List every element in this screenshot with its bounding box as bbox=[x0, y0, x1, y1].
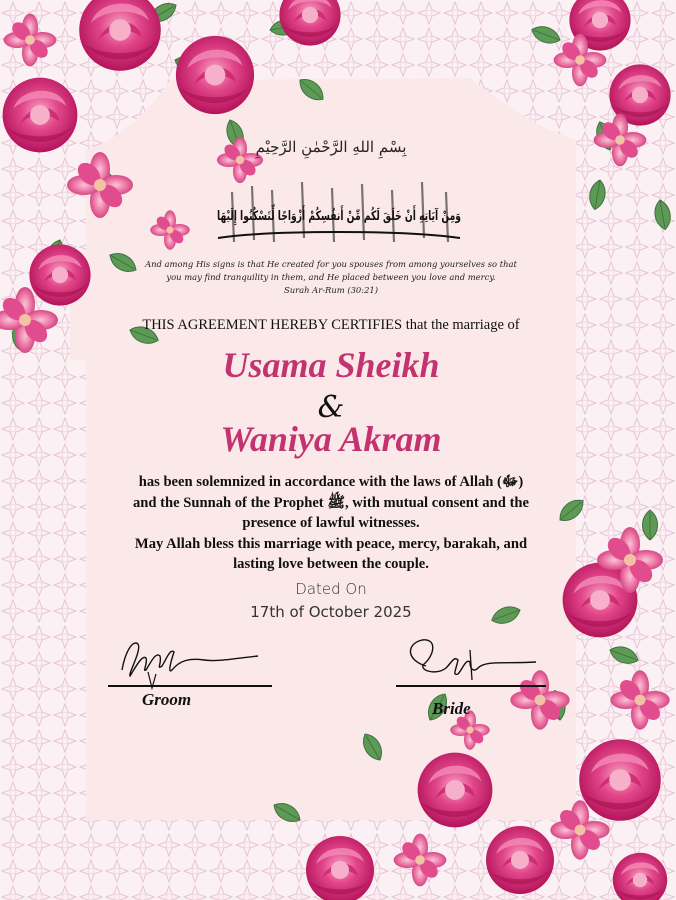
arabic-calligraphy bbox=[212, 172, 563, 250]
date-value: 17th of October 2025 bbox=[250, 603, 412, 621]
body-line: lasting love between the couple. bbox=[233, 556, 429, 572]
body-line: May Allah bless this marriage with peace, mercy, barakah, and bbox=[134, 535, 528, 552]
bride-name: Waniya Akram bbox=[220, 419, 442, 459]
calligraphy-verse: وَمِنْ آيَاتِهِ أَنْ خَلَقَ لَكُم مِّنْ أَنفُسِكُمْ أَزْوَاجًا لِّتَسْكُنُوا إِلَيْهَا bbox=[217, 209, 563, 224]
dated-label: Dated On bbox=[295, 580, 367, 598]
bride-label: Bride bbox=[432, 699, 471, 718]
verse-line: And among His signs is that He created for you spouses from among yourselves so that bbox=[145, 259, 517, 269]
groom-name: Usama Sheikh bbox=[222, 345, 440, 385]
verse-reference: Surah Ar-Rum (30:21) bbox=[283, 285, 379, 295]
bismillah: بِسْمِ اللهِ الرَّحْمٰنِ الرَّحِيْمِ bbox=[255, 138, 407, 156]
verse-translation bbox=[86, 258, 576, 297]
bride-signature bbox=[396, 630, 556, 694]
verse-line: you may find tranquility in them, and He placed between you love and mercy. bbox=[166, 272, 496, 282]
body-line: presence of lawful witnesses. bbox=[242, 515, 420, 531]
groom-label: Groom bbox=[142, 690, 192, 709]
body-line: has been solemnized in accordance with the laws of Allah (ﷻ) bbox=[138, 474, 524, 490]
body-line: and the Sunnah of the Prophet ﷺ, with mutual consent and the bbox=[132, 494, 530, 511]
groom-signature bbox=[108, 630, 278, 692]
certificate-body bbox=[96, 472, 566, 575]
ampersand: & bbox=[317, 390, 345, 425]
certifies-text: THIS AGREEMENT HEREBY CERTIFIES that the marriage of bbox=[142, 317, 520, 333]
